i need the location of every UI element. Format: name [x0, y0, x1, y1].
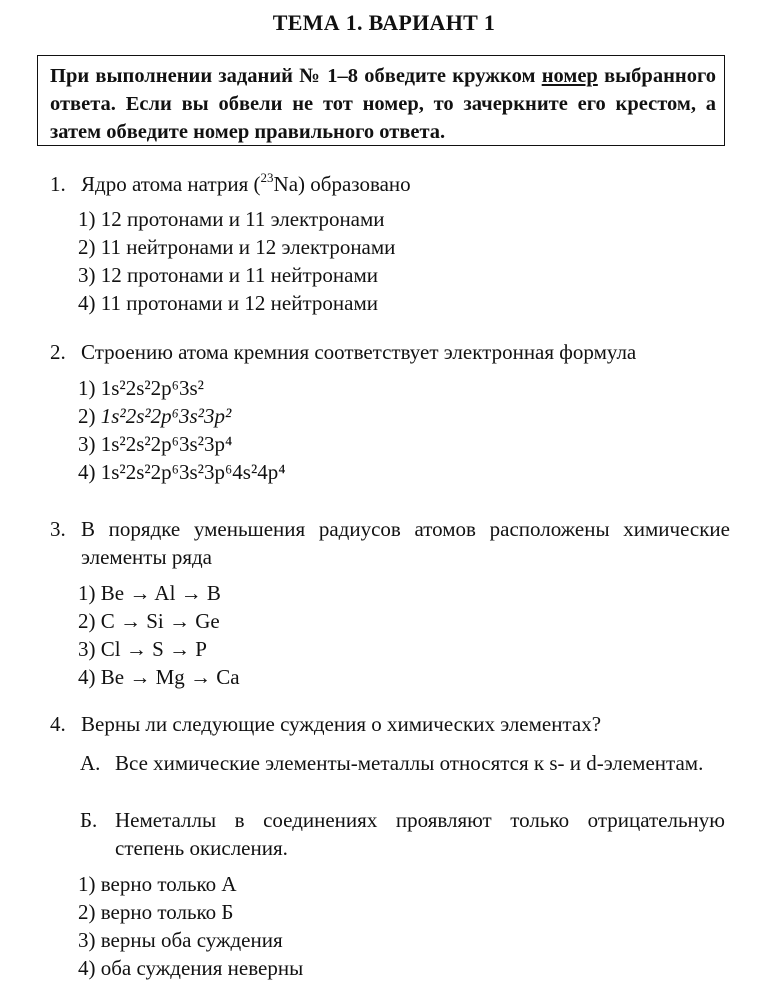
- statement-b: [80, 806, 725, 862]
- electron-formula: 1s²2s²2p⁶3s²3p⁴: [100, 432, 233, 456]
- q4-option-1[interactable]: 1) верно только А: [78, 872, 237, 896]
- question-2: [50, 338, 730, 366]
- q2-option-3[interactable]: 3) 1s²2s²2p⁶3s²3p⁴: [78, 432, 233, 456]
- isotope-mass-number: 23: [260, 170, 274, 185]
- question-text: Ядро атома натрия ($^{23}$Na) образовано: [81, 170, 411, 196]
- q3-option-2[interactable]: 2) C → Si → Ge: [78, 609, 220, 633]
- q2-option-2[interactable]: 2) 1s²2s²2p⁶3s²3p²: [78, 404, 232, 428]
- electron-formula: 1s²2s²2p⁶3s²: [100, 376, 204, 400]
- question-4: [50, 710, 730, 738]
- q4-option-4[interactable]: 4) оба суждения неверны: [78, 956, 304, 980]
- q4-option-3[interactable]: 3) верны оба суждения: [78, 928, 283, 952]
- page-title: ТЕМА 1. ВАРИАНТ 1: [272, 10, 496, 35]
- instructions-text-2: выбранного ответа. Если вы обвели не тот номер, то зачеркните его крестом, а затем обведите номер правильного ответа.: [50, 65, 716, 143]
- instructions-box: [37, 55, 725, 146]
- instructions-text-1: При выполнении заданий № 1–8 обведите кружком: [50, 65, 542, 87]
- q1-option-2[interactable]: 2) 11 нейтронами и 12 электронами: [78, 235, 396, 259]
- q2-option-4[interactable]: 4) 1s²2s²2p⁶3s²3p⁶4s²4p⁴: [78, 460, 286, 484]
- q3-option-3[interactable]: 3) Cl → S → P: [78, 637, 207, 661]
- question-text: В порядке уменьшения радиусов атомов расположены химические элементы ряда: [81, 517, 730, 569]
- q1-option-3[interactable]: 3) 12 протонами и 11 нейтронами: [78, 263, 378, 287]
- q2-option-1[interactable]: 1) 1s²2s²2p⁶3s²: [78, 376, 204, 400]
- q1-option-4[interactable]: 4) 11 протонами и 12 нейтронами: [78, 291, 378, 315]
- question-text: Строению атома кремния соответствует электронная формула: [81, 340, 637, 364]
- statement-label: Б.: [80, 808, 98, 832]
- question-number: 3.: [50, 517, 66, 541]
- instructions-underlined-word: номер: [541, 65, 598, 87]
- q1-option-1[interactable]: 1) 12 протонами и 11 электронами: [78, 207, 385, 231]
- statement-a: [80, 749, 725, 777]
- q4-option-2[interactable]: 2) верно только Б: [78, 900, 234, 924]
- question-number: 4.: [50, 712, 66, 736]
- q3-option-4[interactable]: 4) Be → Mg → Ca: [78, 665, 240, 689]
- question-3: [50, 515, 730, 571]
- q3-option-1[interactable]: 1) Be → Al → B: [78, 581, 221, 605]
- statement-text: Неметаллы в соединениях проявляют только отрицательную степень окисления.: [115, 808, 725, 860]
- question-number: 2.: [50, 340, 66, 364]
- electron-formula: 1s²2s²2p⁶3s²3p⁶4s²4p⁴: [100, 460, 286, 484]
- question-1: [50, 170, 730, 198]
- statement-text: Все химические элементы-металлы относятся к s- и d-элементам.: [115, 751, 704, 775]
- electron-formula: 1s²2s²2p⁶3s²3p²: [100, 404, 232, 428]
- question-text: Верны ли следующие суждения о химических элементах?: [81, 712, 602, 736]
- statement-label: А.: [80, 751, 101, 775]
- question-number: 1.: [50, 172, 66, 196]
